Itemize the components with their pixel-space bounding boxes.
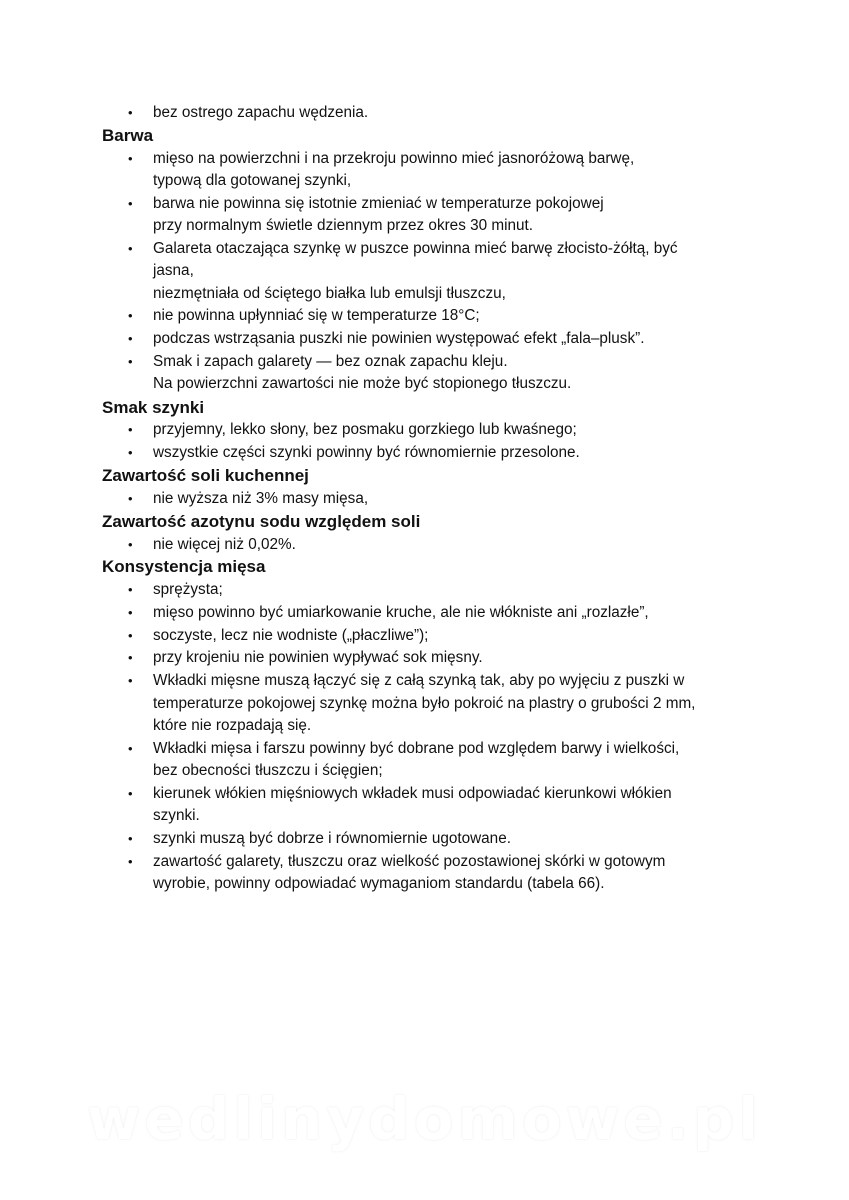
section-heading-azotyn: Zawartość azotynu sodu względem soli	[102, 512, 421, 531]
bullet-icon: •	[128, 354, 133, 369]
bullet-icon: •	[128, 854, 133, 869]
list-item-continuation: które nie rozpadają się.	[153, 717, 312, 734]
list-item: • zawartość galarety, tłuszczu oraz wielkość pozostawionej skórki w gotowym	[153, 851, 665, 873]
list-item-continuation: szynki.	[153, 807, 200, 824]
section-heading-sol: Zawartość soli kuchennej	[102, 466, 309, 485]
list-item: • mięso na powierzchni i na przekroju powinno mieć jasnoróżową barwę,	[153, 148, 634, 170]
list-item: • bez ostrego zapachu wędzenia.	[153, 102, 368, 124]
bullet-icon: •	[128, 786, 133, 801]
section-heading-konsystencja: Konsystencja mięsa	[102, 557, 266, 576]
list-item: • nie wyższa niż 3% masy mięsa,	[153, 488, 368, 510]
list-item: • Smak i zapach galarety — bez oznak zapachu kleju.	[153, 351, 508, 373]
section-heading-barwa: Barwa	[102, 126, 154, 145]
list-item: • wszystkie części szynki powinny być równomiernie przesolone.	[153, 442, 580, 464]
list-item: • przyjemny, lekko słony, bez posmaku gorzkiego lub kwaśnego;	[153, 419, 577, 441]
bullet-icon: •	[128, 673, 133, 688]
bullet-icon: •	[128, 151, 133, 166]
list-item: • nie więcej niż 0,02%.	[153, 534, 296, 556]
bullet-icon: •	[128, 582, 133, 597]
list-item: • przy krojeniu nie powinien wypływać sok mięsny.	[153, 647, 483, 669]
list-item: • Wkładki mięsne muszą łączyć się z całą szynką tak, aby po wyjęciu z puszki w	[153, 670, 684, 692]
bullet-icon: •	[128, 308, 133, 323]
list-item: • podczas wstrząsania puszki nie powinien występować efekt „fala–plusk”.	[153, 328, 644, 350]
list-item-continuation: wyrobie, powinny odpowiadać wymaganiom standardu (tabela 66).	[153, 875, 605, 892]
list-item-continuation: temperaturze pokojowej szynkę można było pokroić na plastry o grubości 2 mm,	[153, 695, 696, 712]
list-item: • mięso powinno być umiarkowanie kruche, ale nie włókniste ani „rozlazłe”,	[153, 602, 649, 624]
bullet-icon: •	[128, 196, 133, 211]
bullet-icon: •	[128, 831, 133, 846]
bullet-icon: •	[128, 741, 133, 756]
list-item-continuation: typową dla gotowanej szynki,	[153, 172, 352, 189]
list-item: • nie powinna upłynniać się w temperaturze 18°C;	[153, 305, 480, 327]
bullet-icon: •	[128, 331, 133, 346]
list-item: • barwa nie powinna się istotnie zmieniać w temperaturze pokojowej	[153, 193, 604, 215]
list-item: • kierunek włókien mięśniowych wkładek musi odpowiadać kierunkowi włókien	[153, 783, 672, 805]
bullet-icon: •	[128, 605, 133, 620]
bullet-icon: •	[128, 628, 133, 643]
bullet-icon: •	[128, 105, 133, 120]
bullet-icon: •	[128, 241, 133, 256]
list-item: • Wkładki mięsa i farszu powinny być dobrane pod względem barwy i wielkości,	[153, 738, 679, 760]
list-item: • Galareta otaczająca szynkę w puszce powinna mieć barwę złocisto-żółtą, być	[153, 238, 678, 260]
bullet-icon: •	[128, 445, 133, 460]
section-heading-smak: Smak szynki	[102, 398, 205, 417]
bullet-icon: •	[128, 422, 133, 437]
bullet-icon: •	[128, 650, 133, 665]
watermark-logo: wedlinydomowe.pl	[86, 1085, 763, 1153]
list-item-continuation: przy normalnym świetle dziennym przez okres 30 minut.	[153, 217, 534, 234]
bullet-icon: •	[128, 537, 133, 552]
list-item-continuation: jasna,	[153, 262, 194, 279]
list-item-continuation: bez obecności tłuszczu i ścięgien;	[153, 762, 383, 779]
bullet-icon: •	[128, 491, 133, 506]
list-item: • sprężysta;	[153, 579, 223, 601]
list-item: • szynki muszą być dobrze i równomiernie ugotowane.	[153, 828, 511, 850]
list-item: • soczyste, lecz nie wodniste („płaczliwe”);	[153, 625, 428, 647]
list-item-continuation: Na powierzchni zawartości nie może być stopionego tłuszczu.	[153, 375, 572, 392]
list-item-continuation: niezmętniała od ściętego białka lub emulsji tłuszczu,	[153, 285, 506, 302]
